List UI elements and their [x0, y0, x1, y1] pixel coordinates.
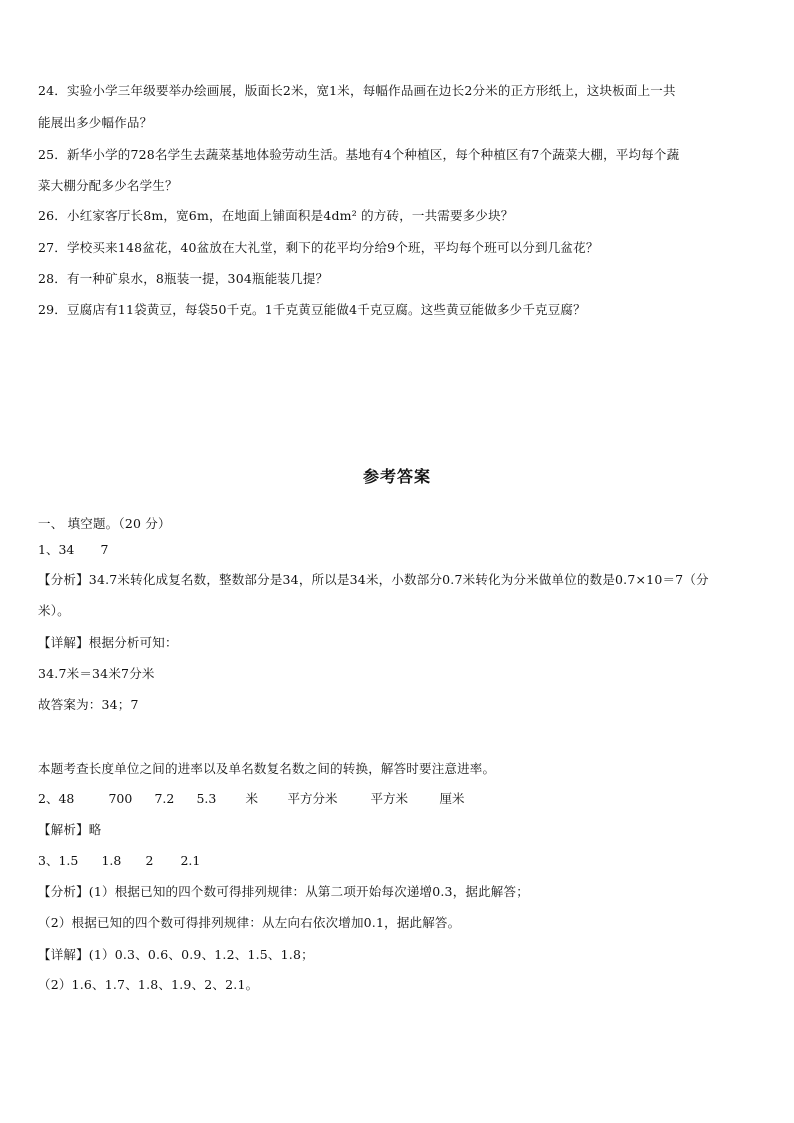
answer-1-summary: 本题考查长度单位之间的进率以及单名数复名数之间的转换，解答时要注意进率。 [38, 761, 496, 776]
answer-2-label: 2、 [38, 791, 59, 806]
answer-3-analysis-line-2: （2）根据已知的四个数可得排列规律：从左向右依次增加0.1，据此解答。 [38, 915, 461, 930]
answer-2-value-2: 700 [108, 791, 133, 806]
answer-1-detail-result: 故答案为：34；7 [38, 697, 139, 712]
question-28: 28．有一种矿泉水，8瓶装一提，304瓶能装几提？ [38, 271, 329, 286]
answer-1-detail-equation: 34.7米＝34米7分米 [38, 666, 155, 681]
answer-3-value-3: 2 [145, 853, 154, 868]
answer-2-value-7: 平方米 [370, 791, 408, 806]
answer-2-value-1: 48 [58, 791, 75, 806]
question-25-line-1: 25．新华小学的728名学生去蔬菜基地体验劳动生活。基地有4个种植区，每个种植区有7个蔬菜大棚，平均每个蔬 [38, 147, 680, 162]
section-heading: 一、 填空题。（20 分） [38, 516, 171, 531]
answer-3-detail-line-1: 【详解】(1）0.3、0.6、0.9、1.2、1.5、1.8； [38, 947, 314, 962]
answer-1-analysis-line-2: 米）。 [38, 603, 70, 618]
question-24-line-2: 能展出多少幅作品？ [38, 115, 153, 130]
question-27: 27．学校买来148盆花，40盆放在大礼堂，剩下的花平均分给9个班，平均每个班可以分到几盆花？ [38, 240, 599, 255]
answer-3-value-2: 1.8 [101, 853, 122, 868]
question-24-line-1: 24．实验小学三年级要举办绘画展，版面长2米，宽1米，每幅作品画在边长2分米的正方形纸上，这块板面上一共 [38, 83, 676, 98]
answer-3-label: 3、 [38, 853, 59, 868]
answer-2-value-5: 米 [245, 791, 258, 806]
answer-1-row [38, 542, 108, 558]
answer-2-row [38, 791, 464, 807]
answer-2-value-8: 厘米 [439, 791, 465, 806]
answer-1-detail-heading: 【详解】根据分析可知： [38, 635, 178, 650]
question-25-line-2: 菜大棚分配多少名学生？ [38, 178, 178, 193]
answer-3-analysis-line-1: 【分析】(1）根据已知的四个数可得排列规律：从第二项开始每次递增0.3，据此解答； [38, 884, 529, 899]
answer-2-value-4: 5.3 [196, 791, 217, 806]
question-26: 26．小红家客厅长8m，宽6m，在地面上铺面积是4dm² 的方砖，一共需要多少块？ [38, 208, 514, 223]
answer-1-analysis-line-1: 【分析】34.7米转化成复名数，整数部分是34，所以是34米，小数部分0.7米转化为分米做单位的数是0.7×10＝7（分 [38, 572, 709, 587]
question-29: 29．豆腐店有11袋黄豆，每袋50千克。1千克黄豆能做4千克豆腐。这些黄豆能做多少千克豆腐？ [38, 302, 586, 317]
answer-3-row [38, 853, 200, 869]
answer-1-value-1: 34 [58, 542, 75, 557]
answer-1-label: 1、 [38, 542, 59, 557]
answer-2-analysis: 【解析】略 [38, 822, 102, 837]
answer-3-value-1: 1.5 [58, 853, 79, 868]
answer-2-value-3: 7.2 [154, 791, 175, 806]
answer-1-value-2: 7 [100, 542, 109, 557]
answer-2-value-6: 平方分米 [287, 791, 338, 806]
answer-3-detail-line-2: （2）1.6、1.7、1.8、1.9、2、2.1。 [38, 977, 259, 992]
answers-title: 参考答案 [362, 467, 431, 486]
answer-3-value-4: 2.1 [180, 853, 201, 868]
